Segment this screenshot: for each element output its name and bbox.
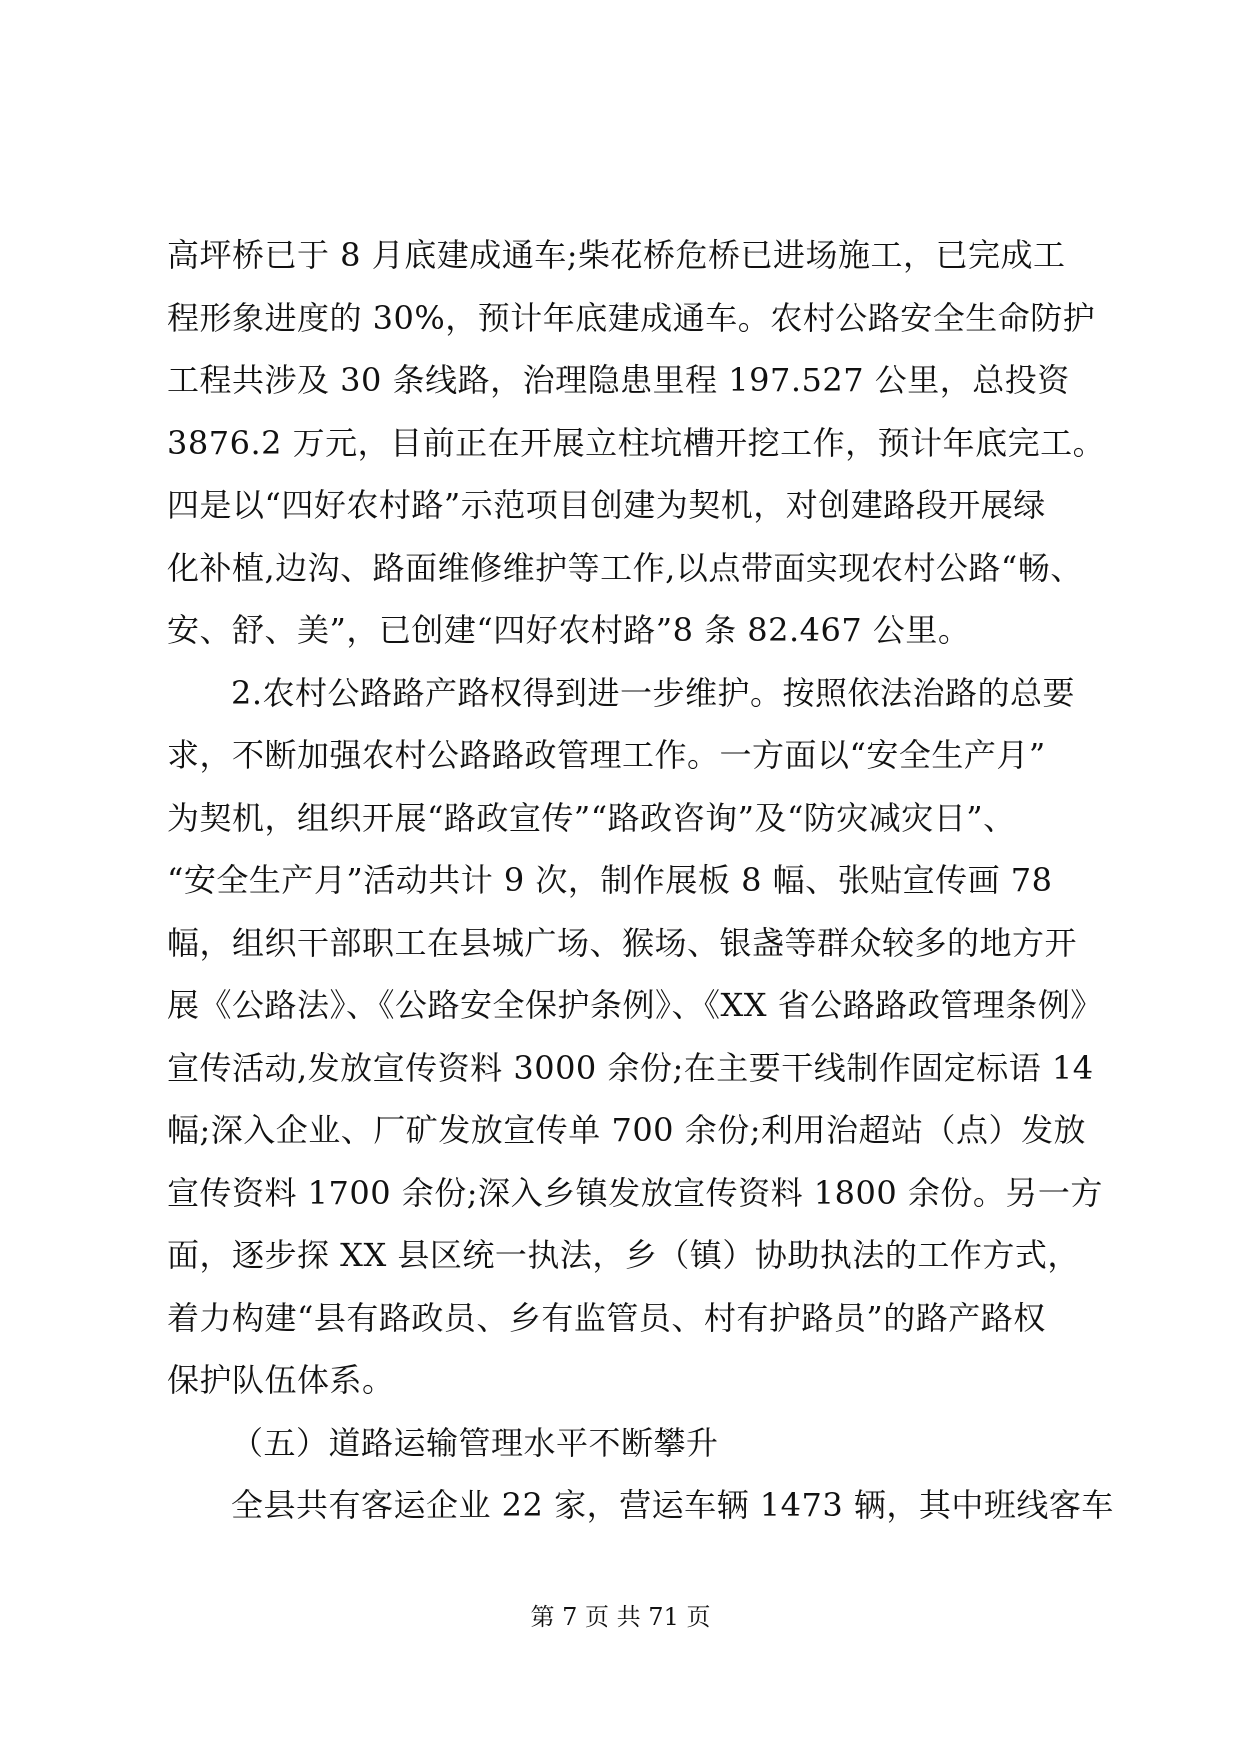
text-line: 着力构建“县有路政员、乡有监管员、村有护路员”的路产路权 [167, 1299, 1046, 1337]
text-line: 保护队伍体系。 [167, 1361, 395, 1399]
text-line: “安全生产月”活动共计 9 次，制作展板 8 幅、张贴宣传画 78 [167, 861, 1053, 899]
text-line: 面，逐步探 XX 县区统一执法，乡（镇）协助执法的工作方式， [167, 1236, 1080, 1274]
text-line: 为契机，组织开展“路政宣传”“路政咨询”及“防灾减灾日”、 [167, 799, 1016, 837]
section-heading: （五）道路运输管理水平不断攀升 [231, 1424, 719, 1462]
text-line: 宣传资料 1700 余份;深入乡镇发放宣传资料 1800 余份。另一方 [167, 1174, 1103, 1212]
text-line: 四是以“四好农村路”示范项目创建为契机，对创建路段开展绿 [167, 486, 1046, 524]
text-line: 宣传活动,发放宣传资料 3000 余份;在主要干线制作固定标语 14 [167, 1049, 1094, 1087]
text-line: 化补植,边沟、路面维修维护等工作,以点带面实现农村公路“畅、 [167, 549, 1083, 587]
text-line: 2.农村公路路产路权得到进一步维护。按照依法治路的总要 [231, 674, 1076, 712]
text-line: 工程共涉及 30 条线路，治理隐患里程 197.527 公里，总投资 [167, 361, 1070, 399]
text-line: 3876.2 万元，目前正在开展立柱坑槽开挖工作，预计年底完工。 [167, 424, 1106, 462]
text-line: 安、舒、美”，已创建“四好农村路”8 条 82.467 公里。 [167, 611, 971, 649]
text-line: 展《公路法》、《公路安全保护条例》、《XX 省公路路政管理条例》 [167, 986, 1103, 1024]
text-line: 程形象进度的 30%，预计年底建成通车。农村公路安全生命防护 [167, 299, 1096, 337]
text-line: 幅;深入企业、厂矿发放宣传单 700 余份;利用治超站（点）发放 [167, 1111, 1086, 1149]
text-line: 高坪桥已于 8 月底建成通车;柴花桥危桥已进场施工，已完成工 [167, 236, 1066, 274]
page-number-footer: 第 7 页 共 71 页 [530, 1603, 711, 1631]
text-line: 幅，组织干部职工在县城广场、猴场、银盏等群众较多的地方开 [167, 924, 1078, 962]
text-line: 求，不断加强农村公路路政管理工作。一方面以“安全生产月” [167, 736, 1046, 774]
text-line: 全县共有客运企业 22 家，营运车辆 1473 辆，其中班线客车 [231, 1486, 1114, 1524]
